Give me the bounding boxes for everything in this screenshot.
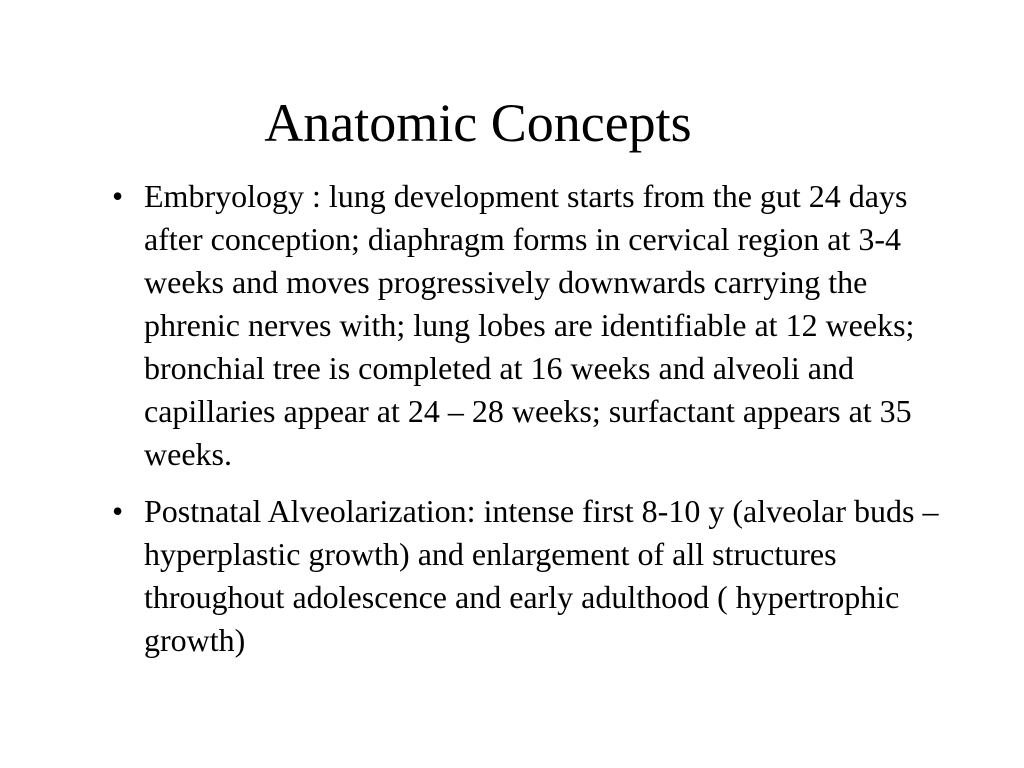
bullet-list <box>112 175 942 676</box>
bullet-text: Postnatal Alveolarization: intense first 8-10 y (alveolar buds – hyperplastic growth) and enlargement of all structures throughout adolescence and early adulthood ( hypertrophic growth) <box>144 493 939 658</box>
bullet-text: Embryology : lung development starts from the gut 24 days after conception; diaphragm forms in cervical region at 3-4 weeks and moves progressively downwards carrying the phrenic nerves with; lung lobes are identifiable at 12 weeks; bronchial tree is completed at 16 weeks and alveoli and capillaries appear at 24 – 28 weeks; surfactant appears at 35 weeks. <box>144 178 915 472</box>
bullet-item-postnatal <box>112 490 942 662</box>
bullet-item-embryology <box>112 175 942 476</box>
bullet-icon: • <box>112 493 124 529</box>
slide-title: Anatomic Concepts <box>264 93 692 153</box>
bullet-icon: • <box>112 178 124 214</box>
